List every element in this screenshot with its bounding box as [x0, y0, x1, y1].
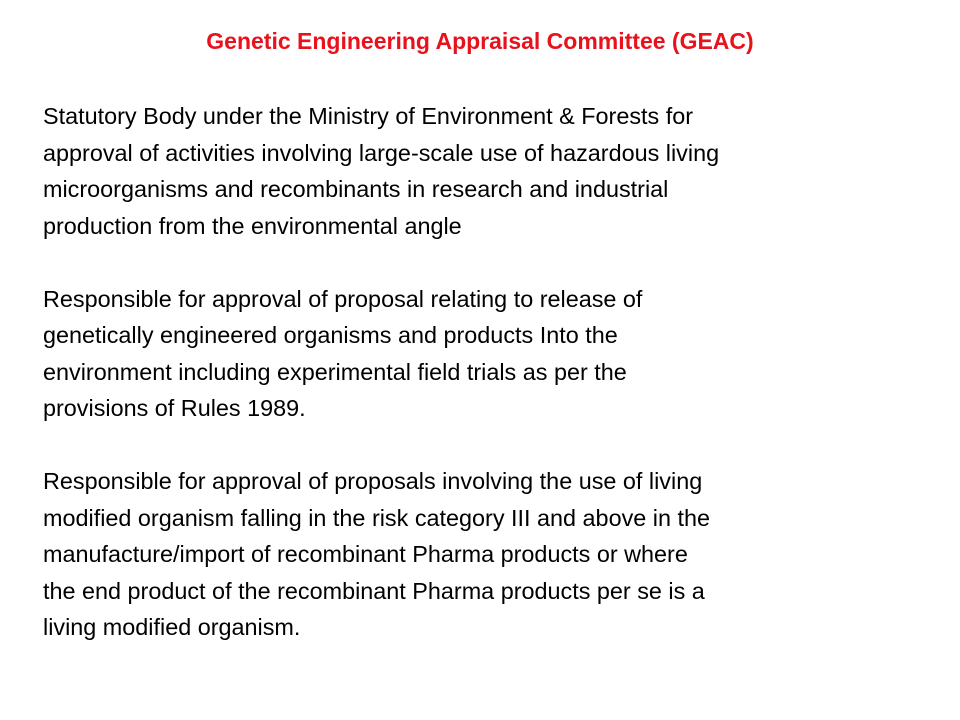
- paragraph-release-approval: Responsible for approval of proposal relating to release of genetically engineered organisms and products Into the environment including experimental field trials as per the provisions of Rules 1989.: [43, 285, 643, 421]
- paragraph-statutory-body: Statutory Body under the Ministry of Environment & Forests for approval of activities involving large-scale use of hazardous living microorganisms and recombinants in research and industrial production from the environmental angle: [43, 103, 720, 239]
- slide-title: Genetic Engineering Appraisal Committee (GEAC): [206, 28, 754, 54]
- slide-body: [43, 98, 923, 646]
- paragraph-risk-category-approval: Responsible for approval of proposals involving the use of living modified organism falling in the risk category III and above in the manufacture/import of recombinant Pharma products or where the end product of the recombinant Pharma products per se is a living modified organism.: [43, 468, 710, 640]
